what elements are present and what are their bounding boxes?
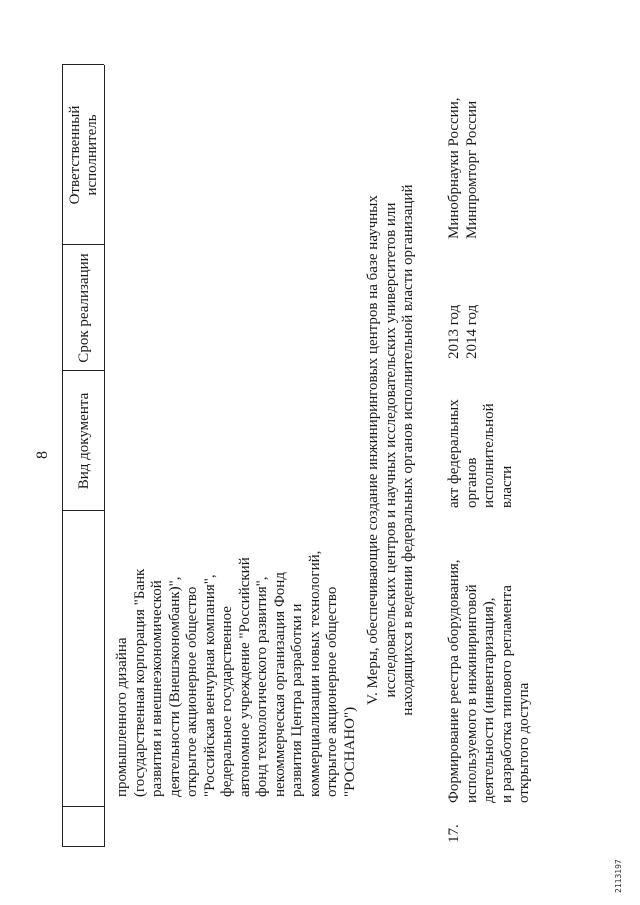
- row-number: 17.: [446, 824, 462, 843]
- row-responsible: Минобрнауки России, Минпромторг России: [446, 97, 480, 239]
- row-measure: Формирование реестра оборудования, используемого в инжиниринговой деятельности (инвентаризация), и разработка типового регламента открытого доступа: [446, 559, 532, 803]
- table-left-border: [62, 846, 104, 847]
- header-doc-type: Вид документа: [76, 392, 92, 490]
- header-responsible: Ответственный исполнитель: [67, 105, 100, 205]
- section-heading: V. Меры, обеспечивающие создание инжиниринговых центров на базе научных исследовательских центров и научных исследовательских университетов или находящихся в ведении федеральных органов исполнительной власти организаций: [365, 184, 416, 716]
- divider-number-measure: [62, 806, 104, 807]
- document-code: 2113197: [614, 859, 623, 893]
- header-deadline: Срок реализации: [76, 253, 92, 363]
- row-doc-type: акт федеральных органов исполнительной власти: [446, 399, 515, 508]
- continued-measure-text: промышленного дизайна (государственная корпорация "Банк развития и внешнеэкономической деятельности (Внешэкономбанк)", открытое акционерное общество "Российская венчурная компания", федеральное государственное автономное учреждение "Российский фонд технологического развития", некоммерческая организация Фонд развития Центра разработки и коммерциализации новых технологий, открытое акционерное общество "РОСНАНО"): [114, 550, 358, 797]
- page-number: 8: [34, 451, 51, 459]
- header-bottom-border: [104, 65, 105, 847]
- table-top-border: [62, 65, 63, 847]
- row-deadline: 2013 год 2014 год: [446, 304, 480, 359]
